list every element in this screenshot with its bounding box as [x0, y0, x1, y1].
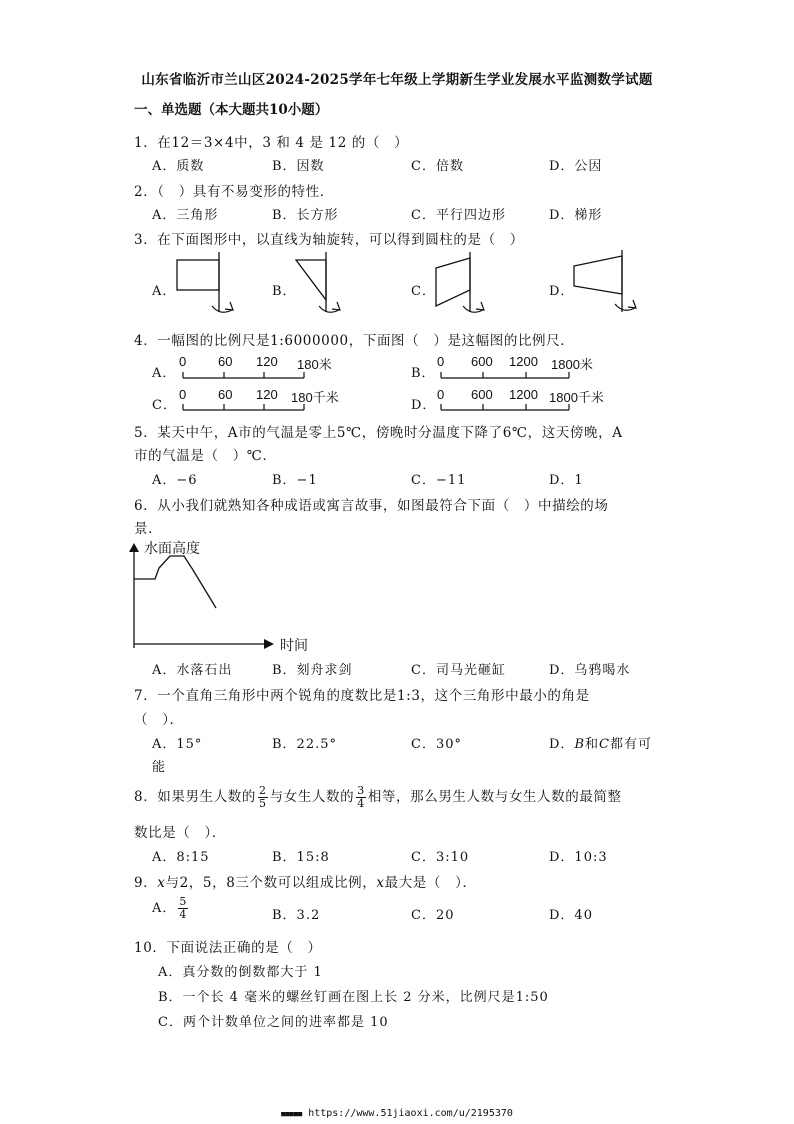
q3-figure-a [172, 250, 242, 318]
q8-line-1: 8．如果男生人数的 $\frac{2}{5}$ 与女生人数的 $\frac{3}{4}$ 相等，那么男生人数与女生人数的最简整 [134, 784, 622, 810]
q4-scale-d-tick-1: 600 [471, 387, 493, 402]
q5-option-d: D．1 [549, 473, 584, 488]
q3-figure-c [428, 250, 498, 318]
q4-scale-d-bar [440, 404, 580, 412]
q8-fraction-1: $\frac{2}{5}$ [259, 784, 267, 810]
q4-scale-a-tick-1: 60 [218, 354, 233, 369]
q7-line-2: （ ）． [134, 712, 184, 728]
q7-option-a: A．15° [152, 737, 203, 752]
q9-option-d: D．40 [549, 908, 593, 923]
q6-line-1: 6．从小我们就熟知各种成语或寓言故事，如图最符合下面（ ）中描绘的场 [134, 498, 609, 514]
q4-label-c: C． [152, 398, 177, 413]
q4-scale-d-tick-3: 1800千米 [549, 390, 604, 405]
q5-option-c: C．−11 [411, 473, 467, 488]
q8-option-b: B．15:8 [272, 850, 330, 865]
q8-option-d: D．10:3 [549, 850, 608, 865]
footer [0, 1108, 794, 1119]
q4-scale-c-tick-1: 60 [218, 387, 233, 402]
q8-fraction-2: $\frac{3}{4}$ [357, 784, 365, 810]
q4-scale-d-tick-2: 1200 [509, 387, 538, 402]
q7-option-d: D．B和C都有可 [549, 737, 652, 752]
q3-figure-b [292, 250, 352, 318]
q9-option-a: A． $\frac{5}{4}$ [152, 895, 188, 921]
q4-label-b: B． [411, 366, 436, 381]
q7-option-d-continued: 能 [152, 760, 167, 775]
q4-scale-b-bar [440, 372, 580, 380]
page-title: 山东省临沂市兰山区2024-2025学年七年级上学期新生学业发展水平监测数学试题 [141, 72, 653, 88]
q2-option-a: A．三角形 [152, 208, 219, 223]
q4-scale-b-tick-1: 600 [471, 354, 493, 369]
q9-option-b: B．3.2 [272, 908, 321, 923]
q4-scale-b-tick-2: 1200 [509, 354, 538, 369]
q4-stem: 4．一幅图的比例尺是1:6000000，下面图（ ）是这幅图的比例尺． [134, 333, 575, 349]
section-heading: 一、单选题（本大题共10小题） [134, 102, 329, 118]
q4-scale-a-bar [182, 372, 312, 380]
q4-label-d: D． [411, 398, 437, 413]
q4-label-a: A． [152, 366, 177, 381]
q4-scale-b-tick-0: 0 [437, 354, 445, 369]
q1-option-b: B．因数 [272, 159, 325, 174]
q4-scale-c-bar [182, 404, 312, 412]
q1-option-a: A．质数 [152, 159, 205, 174]
q6-option-a: A．水落石出 [152, 663, 233, 678]
q8-option-a: A．8:15 [152, 850, 210, 865]
q4-scale-a-tick-3: 180米 [297, 357, 332, 372]
q1-option-c: C．倍数 [411, 159, 464, 174]
q6-option-c: C．司马光砸缸 [411, 663, 506, 678]
q8-option-c: C．3:10 [411, 850, 470, 865]
q1-option-d: D．公因 [549, 159, 603, 174]
q4-scale-c-tick-0: 0 [179, 387, 187, 402]
q4-scale-c-tick-2: 120 [256, 387, 278, 402]
q6-option-d: D．乌鸦喝水 [549, 663, 631, 678]
q10-option-c: C．两个计数单位之间的进率都是 10 [158, 1015, 389, 1030]
q3-option-b: B． [272, 284, 297, 299]
q5-option-b: B．−1 [272, 473, 318, 488]
q7-line-1: 7．一个直角三角形中两个锐角的度数比是1:3，这个三角形中最小的角是 [134, 688, 590, 704]
footer-marks: ■■■■■ [281, 1110, 303, 1118]
q6-y-axis-label: 水面高度 [144, 541, 200, 557]
q7-option-b: B．22.5° [272, 737, 337, 752]
q10-stem: 10．下面说法正确的是（ ） [134, 940, 322, 956]
q5-line-1: 5．某天中午，A市的气温是零上5℃，傍晚时分温度下降了6℃，这天傍晚，A [134, 425, 623, 441]
q10-option-a: A．真分数的倒数都大于 1 [158, 965, 323, 980]
q3-option-c: C． [411, 284, 436, 299]
q2-option-d: D．梯形 [549, 208, 603, 223]
q8-line-2: 数比是（ ）． [134, 825, 226, 841]
q5-line-2: 市的气温是（ ）℃． [134, 448, 277, 464]
q2-option-b: B．长方形 [272, 208, 339, 223]
q3-option-a: A． [152, 284, 177, 299]
q9-option-c: C．20 [411, 908, 455, 923]
q4-scale-c-tick-3: 180千米 [291, 390, 339, 405]
q9-option-a-fraction: $\frac{5}{4}$ [179, 895, 188, 921]
q4-scale-a-tick-0: 0 [179, 354, 187, 369]
q5-option-a: A．−6 [152, 473, 198, 488]
q4-scale-d-tick-0: 0 [437, 387, 445, 402]
q3-option-d: D． [549, 284, 575, 299]
q9-stem: 9．x与2，5，8三个数可以组成比例，x最大是（ ）． [134, 875, 477, 891]
q2-option-c: C．平行四边形 [411, 208, 506, 223]
q2-stem: 2．（ ）具有不易变形的特性． [134, 184, 334, 200]
q7-option-c: C．30° [411, 737, 462, 752]
footer-url-link[interactable]: https://www.51jiaoxi.com/u/2195370 [308, 1108, 513, 1119]
q4-scale-a-tick-2: 120 [256, 354, 278, 369]
q10-option-b: B．一个长 4 毫米的螺丝钉画在图上长 2 分米，比例尺是1:50 [158, 990, 549, 1005]
q6-x-axis-label: 时间 [280, 638, 308, 654]
q6-line-2: 景． [134, 521, 163, 537]
q3-figure-d [566, 248, 646, 316]
q3-stem: 3．在下面图形中，以直线为轴旋转，可以得到圆柱的是（ ） [134, 232, 524, 248]
q4-scale-b-tick-3: 1800米 [551, 357, 593, 372]
q6-option-b: B．刻舟求剑 [272, 663, 353, 678]
q1-stem: 1．在12＝3×4中，3 和 4 是 12 的（ ） [134, 135, 409, 151]
